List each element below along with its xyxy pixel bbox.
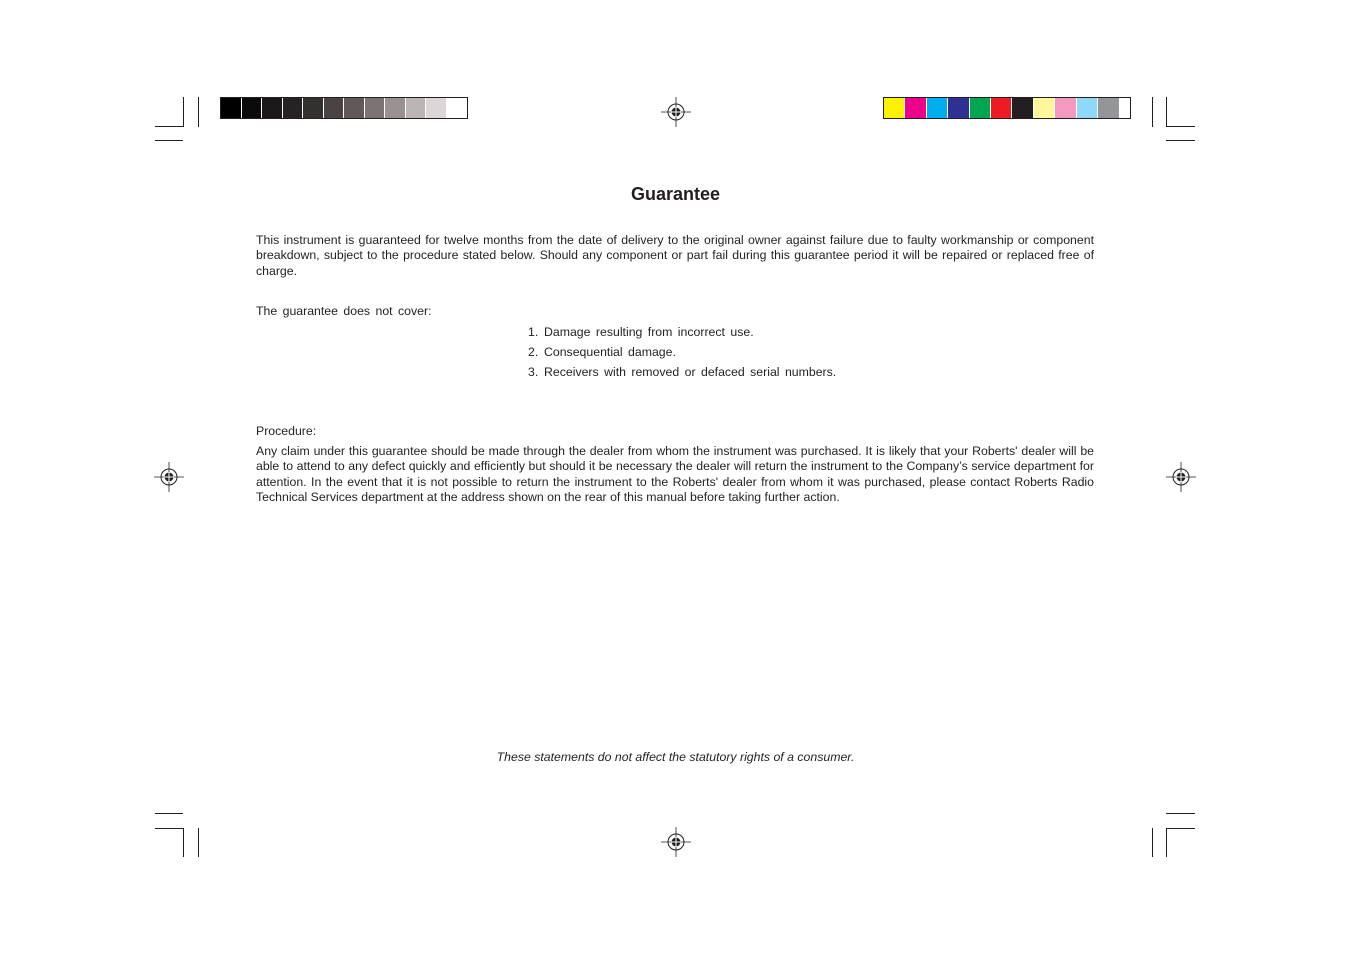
- crop-mark-top-left-v: [183, 97, 184, 127]
- crop-mark-bottom-right-v: [1166, 828, 1167, 857]
- crop-mark-bottom-right-v2: [1152, 828, 1153, 857]
- registration-mark-bottom: [661, 827, 691, 857]
- grayscale-swatch: [221, 98, 242, 118]
- crop-mark-bottom-left-v2: [198, 828, 199, 857]
- procedure-paragraph: Any claim under this guarantee should be made through the dealer from whom the instrument was purchased. It is likely that your Roberts' dealer will be able to attend to any defect quickly and efficiently but should it be necessary the dealer will return the instrument to the Company’s service department for attention. In the event that it is not possible to return the instrument to the Roberts' dealer from whom it was purchased, please contact Roberts Radio Technical Services department at the address shown on the rear of this manual before taking further action.: [256, 444, 1094, 504]
- grayscale-swatch: [262, 98, 283, 118]
- list-item-number: 1.: [528, 325, 539, 339]
- grayscale-swatch: [365, 98, 386, 118]
- crop-mark-top-right-v: [1166, 97, 1167, 127]
- grayscale-swatch: [385, 98, 406, 118]
- grayscale-swatch: [426, 98, 447, 118]
- list-item: [528, 362, 836, 382]
- color-swatch: [1077, 98, 1098, 118]
- color-calibration-bar: [883, 97, 1131, 119]
- crop-mark-bottom-left-h2: [155, 813, 183, 814]
- crop-mark-bottom-left-v: [183, 828, 184, 857]
- registration-mark-left: [154, 462, 184, 492]
- list-item: [528, 322, 836, 342]
- color-swatch: [1055, 98, 1076, 118]
- list-item: [528, 342, 836, 362]
- color-swatch: [1034, 98, 1055, 118]
- list-item-number: 2.: [528, 345, 539, 359]
- color-swatch: [905, 98, 926, 118]
- grayscale-swatch: [242, 98, 263, 118]
- grayscale-swatch: [406, 98, 427, 118]
- registration-mark-top: [661, 97, 691, 127]
- list-item-text: Receivers with removed or defaced serial numbers.: [544, 365, 837, 379]
- list-item-text: Damage resulting from incorrect use.: [544, 325, 754, 339]
- statutory-rights-note: These statements do not affect the statutory rights of a consumer.: [496, 750, 855, 764]
- color-swatch: [970, 98, 991, 118]
- crop-mark-top-left-h: [155, 126, 183, 127]
- color-swatch: [948, 98, 969, 118]
- crop-mark-bottom-left-h: [155, 828, 183, 829]
- color-swatch: [1098, 98, 1119, 118]
- crop-mark-top-right-v2: [1152, 97, 1153, 127]
- list-item-number: 3.: [528, 365, 539, 379]
- exclusions-heading: The guarantee does not cover:: [256, 304, 432, 318]
- color-swatch: [1012, 98, 1033, 118]
- exclusions-list: [528, 322, 836, 382]
- grayscale-swatch: [303, 98, 324, 118]
- grayscale-swatch: [447, 98, 467, 118]
- guarantee-intro-paragraph: This instrument is guaranteed for twelve months from the date of delivery to the original owner against failure due to faulty workmanship or component breakdown, subject to the procedure stated below. Should any component or part fail during this guarantee period it will be repaired or replaced free of charge.: [256, 233, 1094, 278]
- crop-mark-top-right-h2: [1166, 140, 1195, 141]
- crop-mark-bottom-right-h2: [1166, 813, 1195, 814]
- crop-mark-top-right-h: [1166, 126, 1195, 127]
- grayscale-swatch: [344, 98, 365, 118]
- color-swatch: [991, 98, 1012, 118]
- page-title: Guarantee: [630, 184, 721, 204]
- list-item-text: Consequential damage.: [544, 345, 676, 359]
- crop-mark-bottom-right-h: [1166, 828, 1195, 829]
- grayscale-swatch: [324, 98, 345, 118]
- grayscale-calibration-bar: [220, 97, 468, 119]
- procedure-heading: Procedure:: [256, 424, 317, 438]
- crop-mark-top-left-v2: [198, 97, 199, 127]
- crop-mark-top-left-h2: [155, 140, 183, 141]
- color-swatch: [884, 98, 905, 118]
- grayscale-swatch: [283, 98, 304, 118]
- registration-mark-right: [1166, 462, 1196, 492]
- color-swatch: [927, 98, 948, 118]
